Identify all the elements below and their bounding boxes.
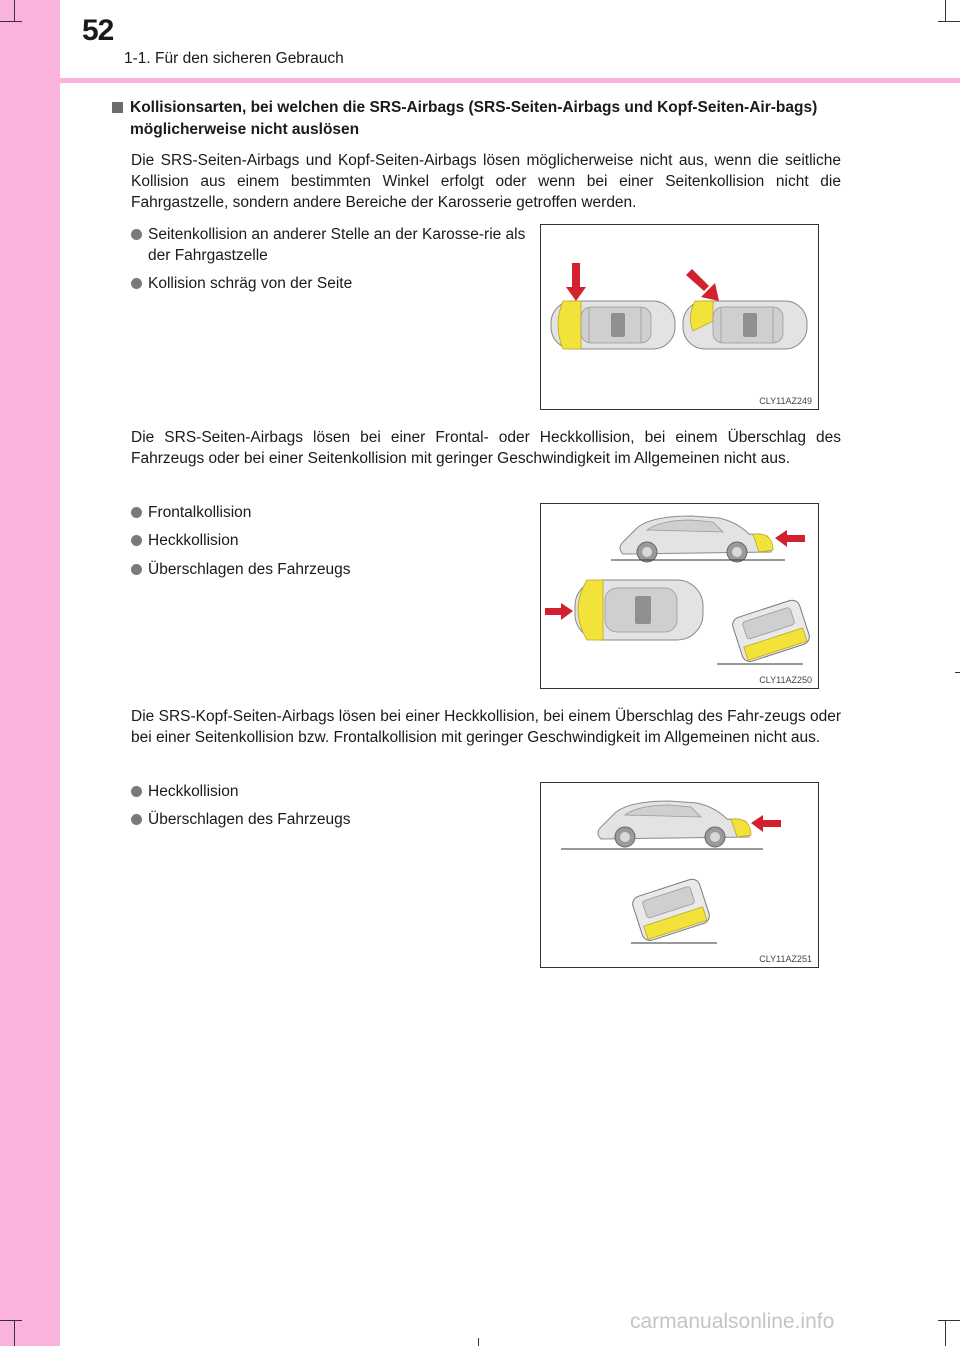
illustration-side-collision	[540, 224, 819, 410]
paragraph-curtain-airbags: Die SRS-Kopf-Seiten-Airbags lösen bei einer Heckkollision, bei einem Überschlag des Fahr-zeugs oder bei einer Seitenkollision bzw. Frontalkollision mit geringer Geschwindigkeit im Allgemeinen nicht aus.	[131, 708, 841, 746]
crop-mark	[955, 672, 960, 673]
bullet-icon	[131, 507, 142, 518]
chapter-title: 1-1. Für den sicheren Gebrauch	[124, 50, 344, 67]
watermark: carmanualsonline.info	[630, 1310, 835, 1333]
crop-mark	[945, 1320, 946, 1346]
side-collision-cars-image	[541, 225, 818, 409]
front-rear-rollover-cars-image	[541, 504, 818, 688]
bullet-icon	[131, 786, 142, 797]
list-item-text: Heckkollision	[148, 532, 239, 549]
square-bullet-icon	[112, 102, 123, 113]
bullet-icon	[131, 278, 142, 289]
paragraph-side-airbags: Die SRS-Seiten-Airbags lösen bei einer Frontal- oder Heckkollision, bei einem Überschlag des Fahrzeugs oder bei einer Seitenkollision mit geringer Geschwindigkeit im Allgemeinen nicht aus.	[131, 429, 841, 467]
bullet-icon	[131, 564, 142, 575]
figure-code: CLY11AZ251	[759, 954, 812, 964]
impact-arrow-icon	[566, 263, 586, 301]
section-heading-text: Kollisionsarten, bei welchen die SRS-Airbags (SRS-Seiten-Airbags und Kopf-Seiten-Air-bags) möglicherweise nicht auslösen	[130, 99, 818, 138]
section-heading	[112, 97, 847, 141]
illustration-front-rear-rollover	[540, 503, 819, 689]
list-item-text: Überschlagen des Fahrzeugs	[148, 811, 351, 828]
list-item	[131, 530, 526, 551]
crop-mark	[14, 1320, 15, 1346]
list-item	[131, 781, 526, 802]
impact-arrow-icon	[686, 269, 719, 301]
list-item	[131, 273, 526, 294]
list-item	[131, 224, 526, 266]
figure-code: CLY11AZ249	[759, 396, 812, 406]
intro-paragraph: Die SRS-Seiten-Airbags und Kopf-Seiten-Airbags lösen möglicherweise nicht aus, wenn die seitliche Kollision aus einem bestimmten Winkel erfolgt oder wenn bei einer Seitenkollision nicht die Fahrgastzelle, sondern andere Bereiche der Karosserie getroffen werden.	[131, 152, 841, 211]
crop-mark	[0, 1320, 22, 1321]
crop-mark	[14, 0, 15, 22]
impact-arrow-icon	[545, 603, 573, 620]
page-margin-band	[0, 0, 60, 1346]
bullet-icon	[131, 229, 142, 240]
bullet-icon	[131, 535, 142, 546]
list-item	[131, 502, 526, 523]
bullet-icon	[131, 814, 142, 825]
crop-mark	[478, 1338, 479, 1346]
crop-mark	[938, 1320, 960, 1321]
header-rule	[60, 78, 960, 83]
crop-mark	[945, 0, 946, 22]
crop-mark	[938, 21, 960, 22]
figure-code: CLY11AZ250	[759, 675, 812, 685]
list-item-text: Heckkollision	[148, 783, 239, 800]
list-item-text: Seitenkollision an anderer Stelle an der Karosse-rie als der Fahrgastzelle	[148, 226, 526, 264]
rear-rollover-cars-image	[541, 783, 818, 967]
impact-arrow-icon	[751, 815, 781, 832]
list-item-text: Kollision schräg von der Seite	[148, 275, 353, 292]
list-item-text: Frontalkollision	[148, 504, 252, 521]
crop-mark	[0, 21, 22, 22]
list-item	[131, 809, 526, 830]
list-item-text: Überschlagen des Fahrzeugs	[148, 561, 351, 578]
page-number: 52	[82, 14, 114, 47]
list-item	[131, 559, 526, 580]
illustration-rear-rollover	[540, 782, 819, 968]
impact-arrow-icon	[775, 530, 805, 547]
